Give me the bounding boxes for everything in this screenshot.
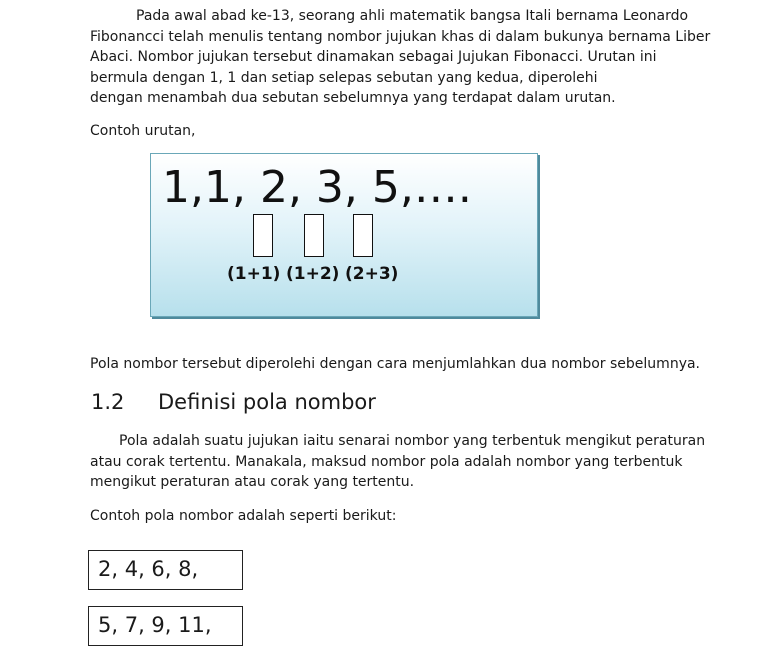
sum-label: (2+3) xyxy=(345,264,399,284)
intro-line: dengan menambah dua sebutan sebelumnya yang terdapat dalam urutan. xyxy=(90,90,616,106)
pattern-sentence xyxy=(90,354,701,375)
section-heading xyxy=(91,387,376,417)
intro-line: Pada awal abad ke-13, seorang ahli matematik bangsa Itali bernama Leonardo xyxy=(136,8,689,24)
intro-line: Abaci. Nombor jujukan tersebut dinamakan sebagai Jujukan Fibonacci. Urutan ini xyxy=(90,49,657,65)
intro-line: bermula dengan 1, 1 dan setiap selepas sebutan yang kedua, diperolehi xyxy=(90,69,598,86)
fibonacci-sequence: 1,1, 2, 3, 5,…. xyxy=(162,162,472,213)
sum-box xyxy=(353,214,373,257)
definition-line: mengikut peraturan atau corak yang tertentu. xyxy=(90,474,415,490)
example-sequence-box: 2, 4, 6, 8, xyxy=(88,550,243,590)
definition-paragraph xyxy=(90,431,706,493)
sum-box xyxy=(253,214,273,257)
pattern-sentence-text: Pola nombor tersebut diperolehi dengan cara menjumlahkan dua nombor sebelumnya. xyxy=(90,356,701,372)
sum-box xyxy=(304,214,324,257)
intro-line: Fibonancci telah menulis tentang nombor jujukan khas di dalam bukunya bernama Liber xyxy=(90,28,711,45)
examples-intro xyxy=(90,506,690,527)
example-sequence-box: 5, 7, 9, 11, xyxy=(88,606,243,646)
sum-label: (1+1) xyxy=(227,264,281,284)
example-label-text: Contoh urutan, xyxy=(90,123,196,139)
fibonacci-example-box xyxy=(150,153,538,317)
intro-paragraph xyxy=(90,6,711,109)
section-number: 1.2 xyxy=(91,390,125,414)
examples-intro-text: Contoh pola nombor adalah seperti berikut: xyxy=(90,508,397,524)
example-label xyxy=(90,121,690,142)
definition-line: Pola adalah suatu jujukan iaitu senarai nombor yang terbentuk mengikut peraturan xyxy=(119,433,706,449)
sum-label: (1+2) xyxy=(286,264,340,284)
section-title: Definisi pola nombor xyxy=(158,390,376,414)
definition-line: atau corak tertentu. Manakala, maksud nombor pola adalah nombor yang terbentuk xyxy=(90,453,683,470)
